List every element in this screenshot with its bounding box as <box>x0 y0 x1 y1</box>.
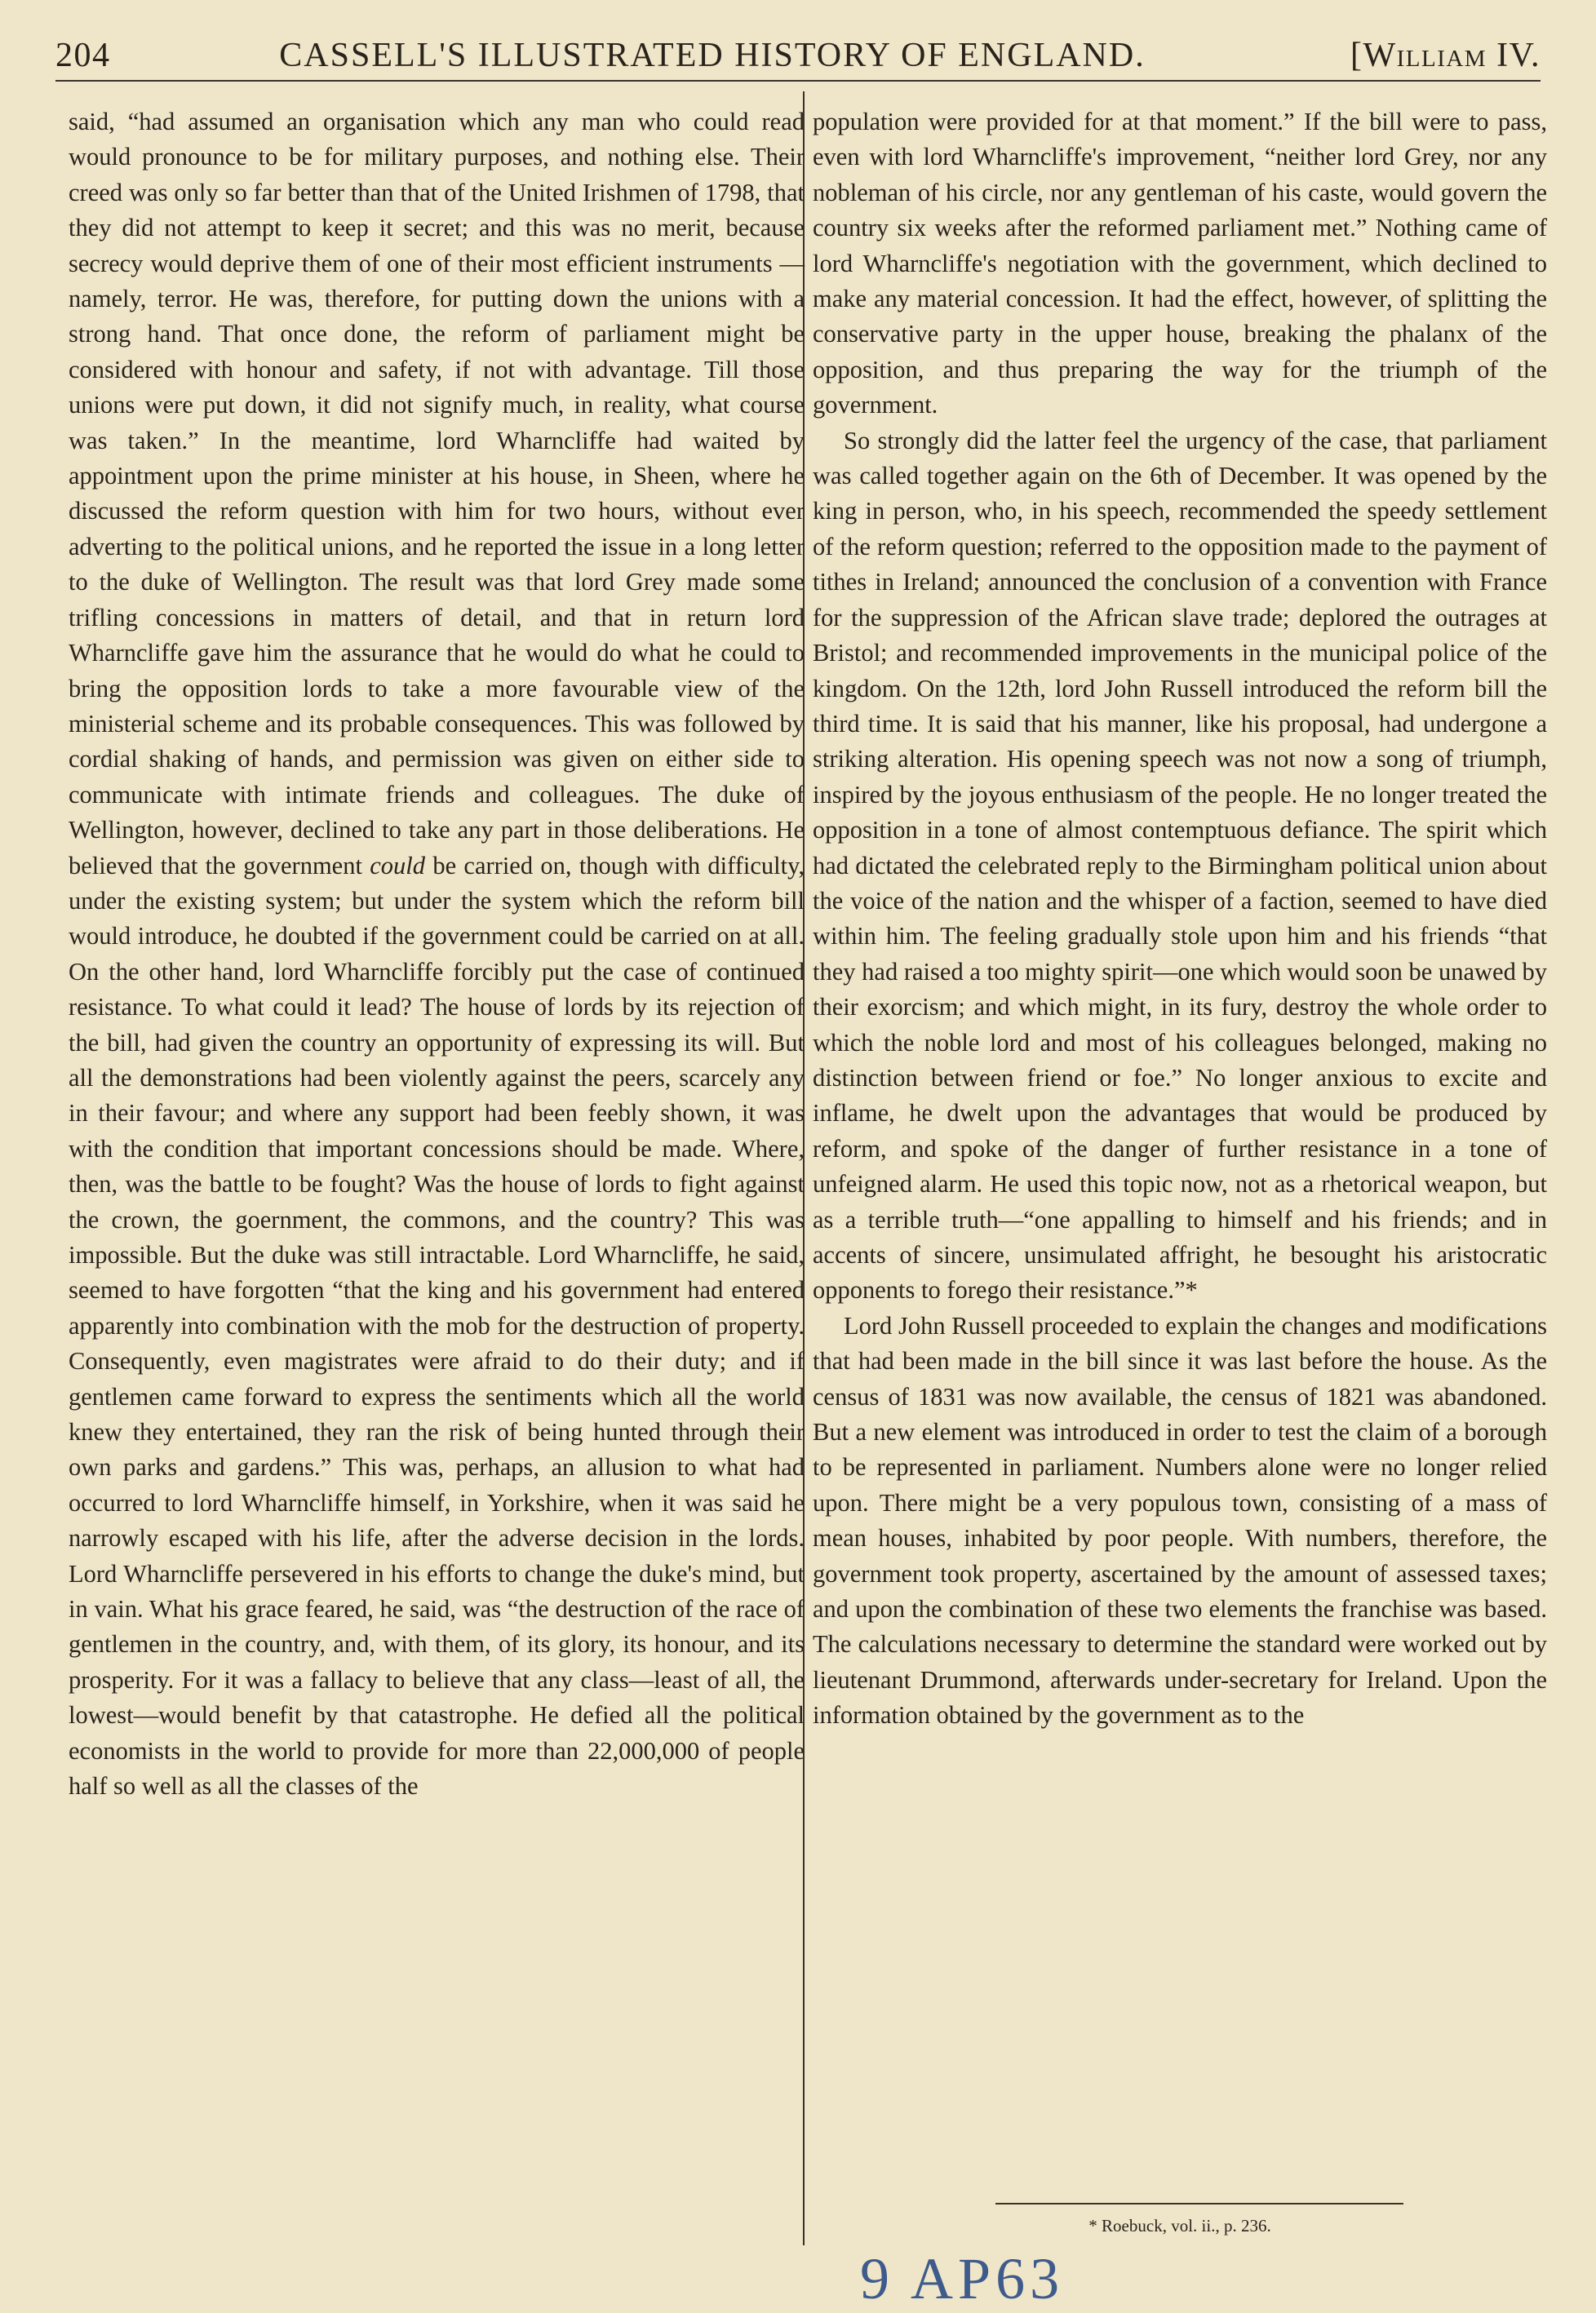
footnote-rule <box>995 2203 1403 2204</box>
left-column <box>69 104 805 1805</box>
right-column <box>813 104 1547 1734</box>
running-header <box>55 23 1541 82</box>
footnote: * Roebuck, vol. ii., p. 236. <box>1088 2216 1271 2235</box>
right-paragraph-3: Lord John Russell proceeded to explain the changes and modifications that had been made in the bill since it was last before the house. As the census of 1831 was now available, the census of 1821 was abandoned. But a new element was introduced in order to test the claim of a borough to be represented in parliament. Numbers alone were no longer relied upon. There might be a very populous town, consisting of a mass of mean houses, inhabited by poor people. With numbers, therefore, the government took property, ascertained by the amount of assessed taxes; and upon the combination of these two elements the franchise was based. The calculations necessary to determine the standard were worked out by lieutenant Drummond, afterwards under-secretary for Ireland. Upon the information obtained by the government as to the <box>813 1311 1547 1730</box>
left-text-2: be carried on, though with difficulty, under the existing system; but under the system which the reform bill would introduce, he doubted if the government could be carried on at all. On the other hand, lord Wharncliffe forcibly put the case of continued resistance. To what could it lead? The house of lords by its rejection of the bill, had given the country an opportunity of expressing its will. But all the demonstrations had been violently against the peers, scarcely any in their favour; and where any support had been feebly shown, it was with the condition that important concessions should be made. Where, then, was the battle to be fought? Was the house of lords to fight against the crown, the goernment, the commons, and the country? This was impossible. But the duke was still intractable. Lord Wharncliffe, he said, seemed to have forgotten “that the king and his government had entered apparently into combination with the mob for the destruction of property. Consequently, even magistrates were afraid to do their duty; and if gentlemen came forward to express the sentiments which all the world knew they entertained, they ran the risk of being hunted through their own parks and gardens.” This was, perhaps, an allusion to what had occurred to lord Wharncliffe himself, in Yorkshire, when it was said he narrowly escaped with his life, after the adverse decision in the lords. Lord Wharncliffe persevered in his efforts to change the duke's mind, but in vain. What his grace feared, he said, was “the destruction of the race of gentlemen in the country, and, with them, of its glory, its honour, and its prosperity. For it was a fallacy to believe that any class—least of all, the lowest—would benefit by that catastrophe. He defied all the political economists in the world to provide for more than 22,000,000 of people half so well as all the classes of the <box>69 851 805 1801</box>
left-italic-word: could <box>370 851 426 880</box>
book-title: CASSELL'S ILLUSTRATED HISTORY OF ENGLAND. <box>279 37 1146 74</box>
right-paragraph-2: So strongly did the latter feel the urgency of the case, that parliament was called together again on the 6th of December. It was opened by the king in person, who, in his speech, recommended the speedy settlement of the reform question; referred to the opposition made to the payment of tithes in Ireland; announced the conclusion of a convention with France for the suppression of the African slave trade; deplored the outrages at Bristol; and recommended improvements in the municipal police of the kingdom. On the 12th, lord John Russell introduced the reform bill the third time. It is said that his manner, like his proposal, had undergone a striking alteration. His opening speech was not now a song of triumph, inspired by the joyous enthusiasm of the people. He no longer treated the opposition in a tone of almost contemptuous defiance. The spirit which had dictated the celebrated reply to the Birmingham political union about the voice of the nation and the whisper of a faction, seemed to have died within him. The feeling gradually stole upon him and his friends “that they had raised a too mighty spirit—one which would soon be unawed by their exorcism; and which might, in its fury, destroy the whole order to which the noble lord and most of his colleagues belonged, making no distinction between friend or foe.” No longer anxious to excite and inflame, he dwelt upon the advantages that would be produced by reform, and spoke of the danger of further resistance in a tone of unfeigned alarm. He used this topic now, not as a rhetorical weapon, but as a terrible truth—“one appalling to himself and his friends; and in accents of sincere, unsimulated affright, he besought his aristocratic opponents to forego their resistance.”* <box>813 426 1547 1305</box>
library-date-stamp: 9 AP63 <box>860 2246 1065 2311</box>
right-paragraph-1: population were provided for at that moment.” If the bill were to pass, even with lord Wharncliffe's improvement, “neither lord Grey, nor any nobleman of his circle, nor any gentleman of his caste, would govern the country six weeks after the reformed parliament met.” Nothing came of lord Wharncliffe's negotiation with the government, which declined to make any material concession. It had the effect, however, of splitting the conservative party in the upper house, breaking the phalanx of the opposition, and thus preparing the way for the triumph of the government. <box>813 108 1547 419</box>
reign-label: [William IV. <box>1350 37 1541 74</box>
page-number: 204 <box>55 37 111 74</box>
left-text-1: said, “had assumed an organisation which any man who could read would pronounce to be for military purposes, and nothing else. Their creed was only so far better than that of the United Irishmen of 1798, that they did not attempt to keep it secret; and this was no merit, because secrecy would deprive them of one of their most efficient instruments — namely, terror. He was, therefore, for putting down the unions with a strong hand. That once done, the reform of parliament might be considered with honour and safety, if not with advantage. Till those unions were put down, it did not signify much, in reality, what course was taken.” In the meantime, lord Wharncliffe had waited by appointment upon the prime minister at his house, in Sheen, where he discussed the reform question with him for two hours, without ever adverting to the political unions, and he reported the issue in a long letter to the duke of Wellington. The result was that lord Grey made some trifling concessions in matters of detail, and that in return lord Wharncliffe gave him the assurance that he would do what he could to bring the opposition lords to take a more favourable view of the ministerial scheme and its probable consequences. This was followed by cordial shaking of hands, and permission was given on either side to communicate with intimate friends and colleagues. The duke of Wellington, however, declined to take any part in those deliberations. He believed that the government <box>69 108 805 880</box>
left-paragraph-1 <box>69 104 805 1805</box>
